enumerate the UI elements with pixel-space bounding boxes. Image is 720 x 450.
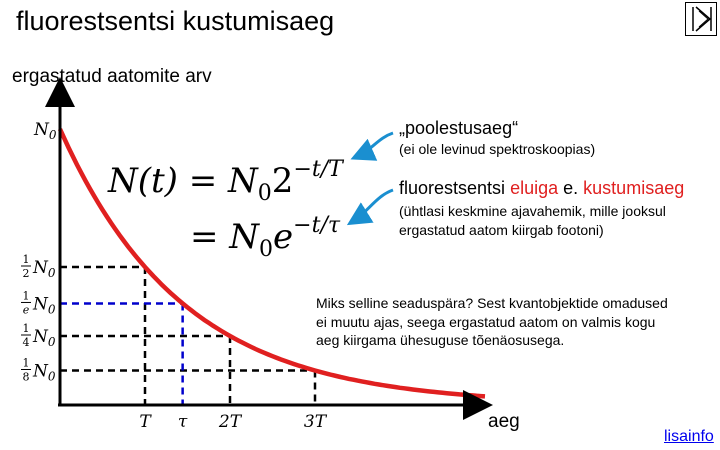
lifetime-note-line-2: ergastatud aatom kiirgab footoni) xyxy=(399,222,604,238)
lifetime-title-c: e. xyxy=(563,178,579,198)
y-tick-4 xyxy=(21,357,56,384)
svg-text:8: 8 xyxy=(22,370,30,384)
y-tick-3 xyxy=(21,322,56,349)
lifetime-title-d: kustumisaeg xyxy=(583,178,685,198)
x-tick-1: τ xyxy=(177,412,188,432)
lifetime-note xyxy=(399,202,666,240)
guide-lines xyxy=(60,267,315,405)
half-life-note: (ei ole levinud spektroskoopias) xyxy=(399,141,596,157)
explanation-line-2: ei muutu ajas, seega ergastatud aatom on valmis kogu xyxy=(316,313,656,330)
svg-text:1: 1 xyxy=(22,322,30,335)
formula-line1: $N(t) = N_02^{-t/T}$ xyxy=(108,157,343,206)
x-tick-3: 3T xyxy=(303,412,327,432)
x-tick-0: T xyxy=(139,412,151,432)
svg-text:1: 1 xyxy=(22,289,30,303)
more-info-link[interactable]: lisainfo xyxy=(664,428,714,445)
y-tick-2 xyxy=(21,289,56,316)
svg-text:N0: $N_0$ xyxy=(34,120,57,142)
svg-text:N0: $N_0$ xyxy=(33,327,56,349)
y-tick-0 xyxy=(33,120,57,142)
page-title: fluorestsentsi kustumisaeg xyxy=(16,6,335,36)
formula-line2: = $N_0e^{-t/\tau}$ xyxy=(190,213,341,262)
x-tick-2: 2T xyxy=(218,412,242,432)
lifetime-note-line-1: (ühtlasi keskmine ajavahemik, mille jooksul xyxy=(399,203,666,219)
explanation-line-1: Miks selline seaduspära? Sest kvantobjektide omadused xyxy=(316,295,668,311)
explanation-text xyxy=(316,294,668,350)
lifetime-title-a: fluorestsentsi xyxy=(399,178,506,198)
svg-text:1: 1 xyxy=(22,253,30,266)
svg-text:1: 1 xyxy=(22,356,30,370)
y-tick-1 xyxy=(21,253,56,280)
svg-text:N0: $N_0$ xyxy=(33,294,56,317)
x-tick-labels xyxy=(139,412,327,432)
half-life-arrow xyxy=(356,133,393,157)
svg-text:N0: $N_0$ xyxy=(33,361,56,384)
formula xyxy=(107,157,345,262)
y-axis-label: ergastatud aatomite arv xyxy=(12,66,212,87)
lifetime-title xyxy=(399,178,684,199)
lifetime-title-b: eluiga xyxy=(510,178,559,198)
svg-text:4: 4 xyxy=(22,336,30,349)
y-tick-labels xyxy=(21,120,57,384)
half-life-title: „poolestusaeg“ xyxy=(399,118,519,138)
svg-text:e: e xyxy=(22,303,30,317)
lifetime-arrow xyxy=(352,190,393,222)
x-axis-label: aeg xyxy=(488,411,520,432)
explanation-line-3: aeg kiirgama ühesuguse tõenäosusega. xyxy=(316,332,565,348)
svg-text:2: 2 xyxy=(22,267,30,280)
svg-text:N0: $N_0$ xyxy=(33,258,56,280)
